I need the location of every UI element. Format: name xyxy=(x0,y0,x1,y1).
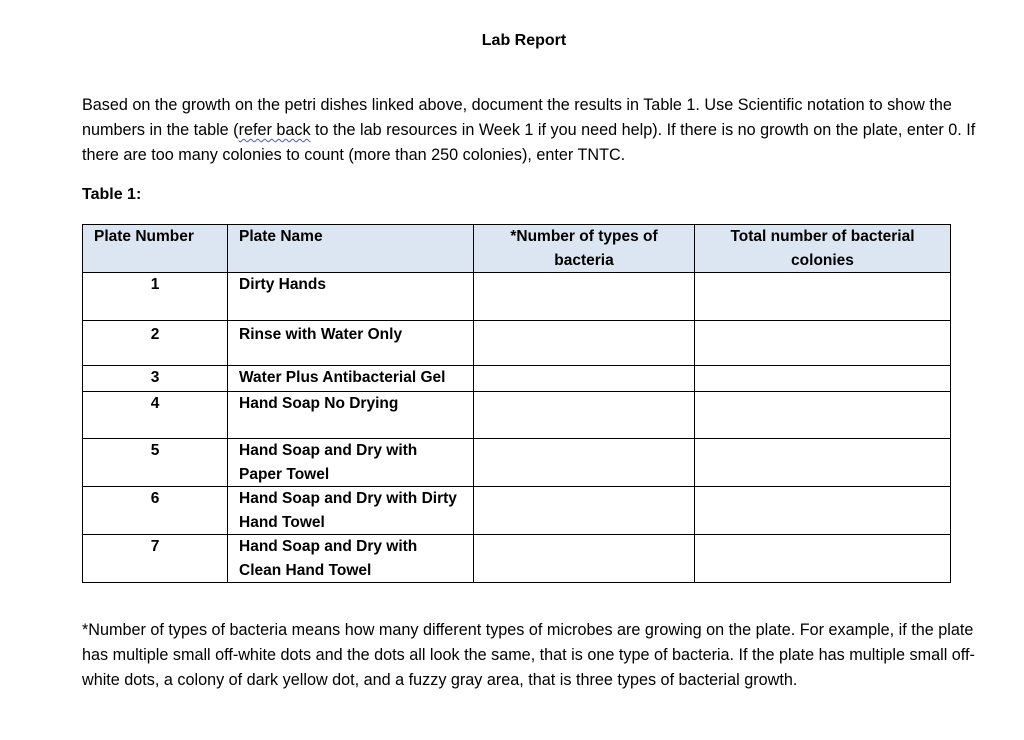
plate-number-cell: 1 xyxy=(83,273,228,321)
types-of-bacteria-cell[interactable] xyxy=(474,392,695,439)
total-colonies-cell[interactable] xyxy=(695,366,951,392)
header-plate-name: Plate Name xyxy=(228,225,474,273)
plate-name-cell: Rinse with Water Only xyxy=(228,321,474,366)
spellcheck-underlined-text[interactable]: refer back xyxy=(238,121,311,139)
table-row xyxy=(83,439,951,487)
types-of-bacteria-cell[interactable] xyxy=(474,535,695,583)
header-types-of-bacteria: *Number of types of bacteria xyxy=(474,225,695,273)
plate-number-cell: 3 xyxy=(83,366,228,392)
intro-text-1: Based on the growth on the petri dishes linked above, document the results in Table 1. Use Scientific notation to show the numbers in the table ( xyxy=(82,96,952,139)
plate-name-cell: Water Plus Antibacterial Gel xyxy=(228,366,474,392)
table-row xyxy=(83,535,951,583)
plate-name-cell: Hand Soap and Dry with Clean Hand Towel xyxy=(228,535,474,583)
total-colonies-cell[interactable] xyxy=(695,392,951,439)
total-colonies-cell[interactable] xyxy=(695,439,951,487)
table-row xyxy=(83,273,951,321)
total-colonies-cell[interactable] xyxy=(695,321,951,366)
table-row xyxy=(83,392,951,439)
plate-number-cell: 6 xyxy=(83,487,228,535)
total-colonies-cell[interactable] xyxy=(695,273,951,321)
plate-name-cell: Dirty Hands xyxy=(228,273,474,321)
intro-text-2: to the lab resources in Week 1 if you need help). If there is no growth on the plate, enter 0. If there are too many colonies to count (more than 250 colonies), enter TNTC. xyxy=(82,121,976,164)
table-row xyxy=(83,487,951,535)
intro-paragraph xyxy=(82,93,977,168)
plate-number-cell: 7 xyxy=(83,535,228,583)
plate-name-cell: Hand Soap and Dry with Dirty Hand Towel xyxy=(228,487,474,535)
total-colonies-cell[interactable] xyxy=(695,535,951,583)
total-colonies-cell[interactable] xyxy=(695,487,951,535)
types-of-bacteria-cell[interactable] xyxy=(474,487,695,535)
header-plate-number: Plate Number xyxy=(83,225,228,273)
page-title: Lab Report xyxy=(481,32,567,49)
table-header-row xyxy=(83,225,951,273)
table-row xyxy=(83,366,951,392)
footnote-paragraph: *Number of types of bacteria means how many different types of microbes are growing on the plate. For example, if the plate has multiple small off-white dots and the dots all look the same, that is one type of bacteria. If the plate has multiple small off-white dots, a colony of dark yellow dot, and a fuzzy gray area, that is three types of bacterial growth. xyxy=(82,621,975,689)
types-of-bacteria-cell[interactable] xyxy=(474,321,695,366)
table-row xyxy=(83,321,951,366)
types-of-bacteria-cell[interactable] xyxy=(474,273,695,321)
plate-number-cell: 4 xyxy=(83,392,228,439)
types-of-bacteria-cell[interactable] xyxy=(474,439,695,487)
table-caption: Table 1: xyxy=(82,186,142,203)
header-total-colonies: Total number of bacterial colonies xyxy=(695,225,951,273)
plate-number-cell: 2 xyxy=(83,321,228,366)
plate-number-cell: 5 xyxy=(83,439,228,487)
plate-name-cell: Hand Soap No Drying xyxy=(228,392,474,439)
types-of-bacteria-cell[interactable] xyxy=(474,366,695,392)
plate-name-cell: Hand Soap and Dry with Paper Towel xyxy=(228,439,474,487)
results-table xyxy=(82,224,951,583)
